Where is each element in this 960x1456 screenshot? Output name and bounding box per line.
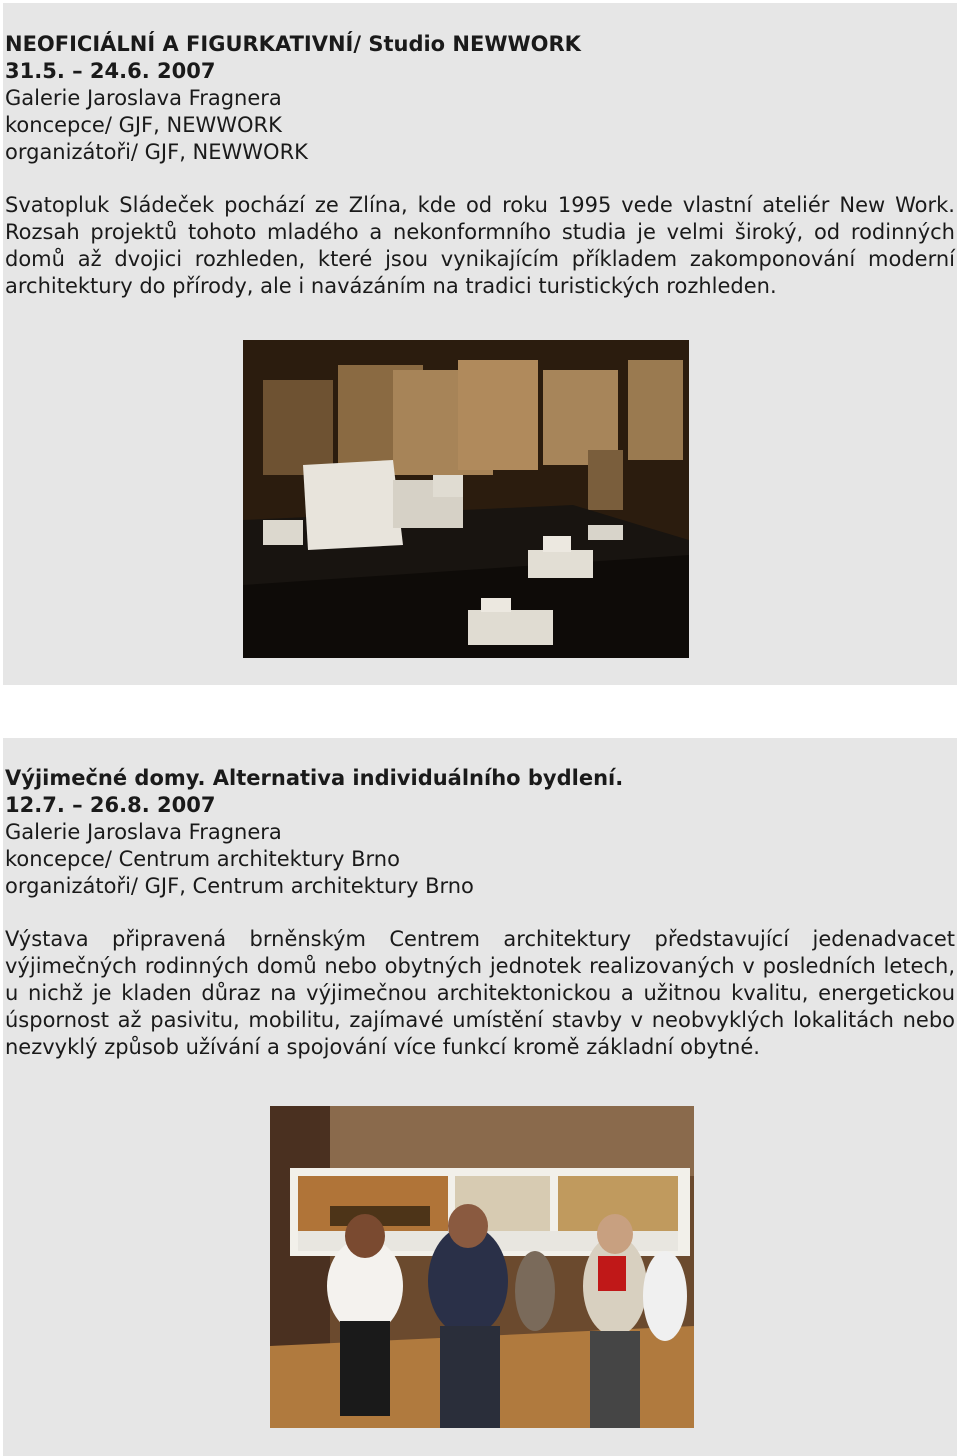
exhibition-title: Výjimečné domy. Alternativa individuálního bydlení. (5, 766, 624, 790)
exhibition-description: Výstava připravená brněnským Centrem architektury představující jedenadvacet výjimečných rodinných domů nebo obytných jednotek realizovaných v posledních letech, u nichž je kladen důraz na výjimečnou architektonickou a užitnou kvalitu, energetickou úspornost až pasivitu, mobilitu, zajímavé umístění stavby v neobvyklých lokalitách nebo nezvyklý způsob užívání a spojování více funkcí kromě základní obytné. (5, 927, 955, 1059)
exhibition-photo-models (243, 340, 689, 658)
exhibition-dates: 12.7. – 26.8. 2007 (5, 793, 216, 817)
exhibition-concept: koncepce/ GJF, NEWWORK (5, 113, 282, 137)
exhibition-header-1 (5, 31, 955, 166)
exhibition-header-2 (5, 765, 955, 900)
exhibition-venue: Galerie Jaroslava Fragnera (5, 820, 282, 844)
exhibition-venue: Galerie Jaroslava Fragnera (5, 86, 282, 110)
exhibition-organizers: organizátoři/ GJF, NEWWORK (5, 140, 308, 164)
exhibition-dates: 31.5. – 24.6. 2007 (5, 59, 216, 83)
exhibition-section-1 (3, 3, 957, 685)
exhibition-organizers: organizátoři/ GJF, Centrum architektury Brno (5, 874, 474, 898)
exhibition-description: Svatopluk Sládeček pochází ze Zlína, kde od roku 1995 vede vlastní ateliér New Work. Rozsah projektů tohoto mladého a nekonformního studia je velmi široký, od rodinných domů až dvojici rozhleden, které jsou vynikajícím příkladem zakomponování moderní architektury do přírody, ale i navázáním na tradici turistických rozhleden. (5, 193, 955, 298)
exhibition-section-2 (3, 738, 957, 1456)
exhibition-concept: koncepce/ Centrum architektury Brno (5, 847, 400, 871)
exhibition-photo-visitors (270, 1106, 694, 1428)
exhibition-title: NEOFICIÁLNÍ A FIGURKATIVNÍ/ Studio NEWWORK (5, 32, 581, 56)
